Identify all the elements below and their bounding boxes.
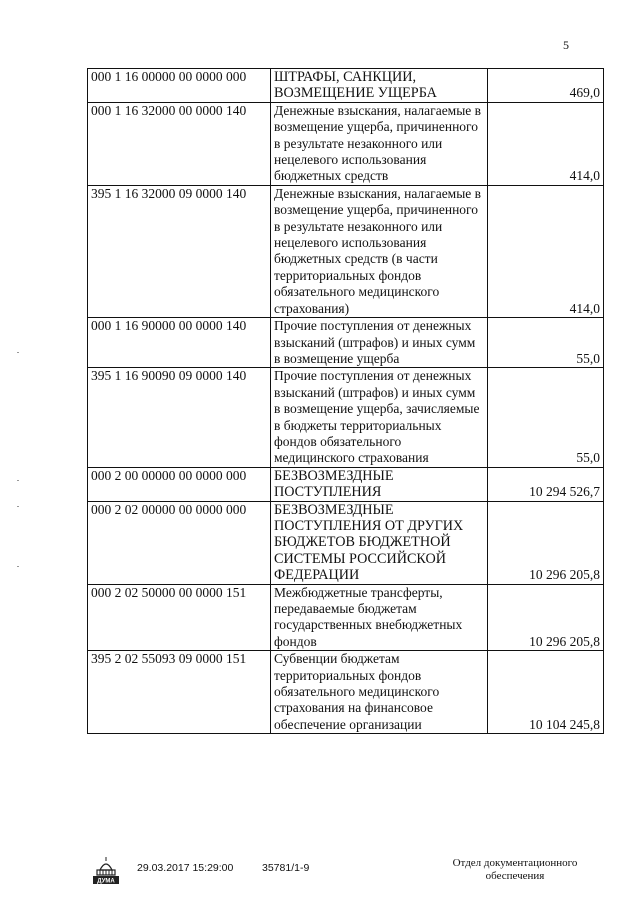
amount-cell: 469,0 xyxy=(488,69,604,103)
footer-document-number: 35781/1-9 xyxy=(262,862,310,874)
footer-department xyxy=(430,857,600,883)
budget-item-name-cell: Денежные взыскания, налагаемые в возмещение ущерба, причиненного в результате незаконного или нецелевого использования бюджетных средств (в части территориальных фондов обязательного медицинского страхования) xyxy=(271,185,488,317)
amount-cell: 414,0 xyxy=(488,185,604,317)
table-row xyxy=(88,185,604,317)
budget-code-cell: 000 2 02 50000 00 0000 151 xyxy=(88,584,271,651)
table-row xyxy=(88,584,604,651)
amount-cell: 414,0 xyxy=(488,102,604,185)
table-row xyxy=(88,318,604,368)
margin-mark xyxy=(17,506,19,507)
budget-code-cell: 000 1 16 00000 00 0000 000 xyxy=(88,69,271,103)
footer-department-line: обеспечения xyxy=(485,870,545,882)
margin-mark xyxy=(17,566,19,567)
table-row xyxy=(88,69,604,103)
budget-item-name-cell: Денежные взыскания, налагаемые в возмещение ущерба, причиненного в результате незаконного или нецелевого использования бюджетных средств xyxy=(271,102,488,185)
amount-cell: 10 104 245,8 xyxy=(488,651,604,734)
budget-code-cell: 000 2 00 00000 00 0000 000 xyxy=(88,467,271,501)
budget-item-name-cell: БЕЗВОЗМЕЗДНЫЕ ПОСТУПЛЕНИЯ ОТ ДРУГИХ БЮДЖЕТОВ БЮДЖЕТНОЙ СИСТЕМЫ РОССИЙСКОЙ ФЕДЕРАЦИИ xyxy=(271,501,488,584)
budget-item-name-cell: Прочие поступления от денежных взысканий (штрафов) и иных сумм в возмещение ущерба, зачисляемые в бюджеты территориальных фондов обязательного медицинского страхования xyxy=(271,368,488,467)
duma-logo-icon xyxy=(88,855,124,885)
amount-cell: 10 294 526,7 xyxy=(488,467,604,501)
footer-department-line: Отдел документационного xyxy=(452,857,578,869)
budget-code-cell: 395 1 16 90090 09 0000 140 xyxy=(88,368,271,467)
amount-cell: 55,0 xyxy=(488,318,604,368)
amount-cell: 55,0 xyxy=(488,368,604,467)
budget-code-cell: 395 1 16 32000 09 0000 140 xyxy=(88,185,271,317)
budget-item-name-cell: Межбюджетные трансферты, передаваемые бюджетам государственных внебюджетных фондов xyxy=(271,584,488,651)
budget-code-cell: 000 1 16 32000 00 0000 140 xyxy=(88,102,271,185)
budget-item-name-cell: Субвенции бюджетам территориальных фондов обязательного медицинского страхования на финансовое обеспечение организации xyxy=(271,651,488,734)
table-row xyxy=(88,467,604,501)
budget-item-name-cell: БЕЗВОЗМЕЗДНЫЕ ПОСТУПЛЕНИЯ xyxy=(271,467,488,501)
page-number: 5 xyxy=(563,38,569,52)
table-row xyxy=(88,368,604,467)
budget-code-cell: 000 1 16 90000 00 0000 140 xyxy=(88,318,271,368)
amount-cell: 10 296 205,8 xyxy=(488,584,604,651)
footer-date: 29.03.2017 15:29:00 xyxy=(137,862,234,874)
document-footer xyxy=(0,855,640,895)
budget-table xyxy=(87,68,604,734)
table-row xyxy=(88,102,604,185)
margin-mark xyxy=(17,352,19,353)
margin-mark xyxy=(17,480,19,481)
budget-code-cell: 000 2 02 00000 00 0000 000 xyxy=(88,501,271,584)
table-row xyxy=(88,651,604,734)
amount-cell: 10 296 205,8 xyxy=(488,501,604,584)
budget-code-cell: 395 2 02 55093 09 0000 151 xyxy=(88,651,271,734)
logo-label: ДУМА xyxy=(97,878,115,885)
table-row xyxy=(88,501,604,584)
budget-item-name-cell: ШТРАФЫ, САНКЦИИ, ВОЗМЕЩЕНИЕ УЩЕРБА xyxy=(271,69,488,103)
budget-item-name-cell: Прочие поступления от денежных взысканий (штрафов) и иных сумм в возмещение ущерба xyxy=(271,318,488,368)
